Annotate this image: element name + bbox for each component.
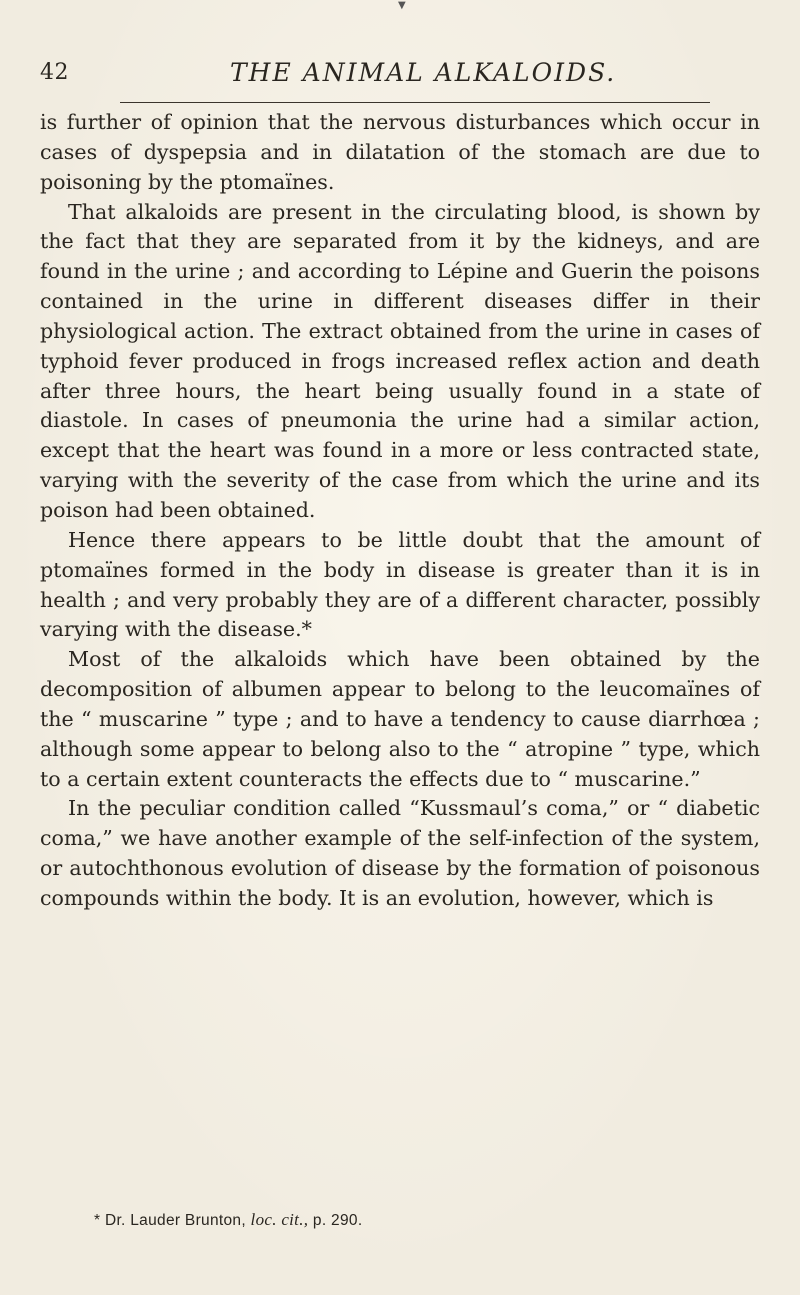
- footnote-text-before: Dr. Lauder Brunton,: [104, 1212, 246, 1229]
- page-marker: ▼: [398, 0, 406, 11]
- footnote-text-italic: loc. cit.,: [250, 1210, 309, 1229]
- running-head: [40, 60, 740, 96]
- body-text: [40, 108, 760, 914]
- footnote-mark: *: [94, 1212, 101, 1229]
- paragraph-5: In the peculiar condition called “Kussmaul’s coma,” or “ diabetic coma,” we have another example of the self-infection of the system, or autochthonous evolution of disease by the formation of poisonous compounds within the body. It is an evolution, however, which is: [40, 796, 760, 910]
- paragraph-1: is further of opinion that the nervous disturbances which occur in cases of dyspepsia and in dilatation of the stomach are due to poisoning by the ptomaïnes.: [40, 110, 760, 194]
- page-number: 42: [40, 60, 69, 85]
- footnote: [94, 1210, 774, 1230]
- header-rule: [120, 102, 710, 103]
- paragraph-4: Most of the alkaloids which have been obtained by the decomposition of albumen appear to belong to the leucomaïnes of the “ muscarine ” type ; and to have a tendency to cause diarrhœa ; although some appear to belong also to the “ atropine ” type, which to a certain extent counteracts the effects due to “ muscarine.”: [40, 647, 760, 791]
- paragraph-2: That alkaloids are present in the circulating blood, is shown by the fact that they are separated from it by the kidneys, and are found in the urine ; and according to Lépine and Guerin the poisons contained in the urine in different diseases differ in their physiological action. The extract obtained from the urine in cases of typhoid fever produced in frogs increased reflex action and death after three hours, the heart being usually found in a state of diastole. In cases of pneumonia the urine had a similar action, except that the heart was found in a more or less contracted state, varying with the severity of the case from which the urine and its poison had been obtained.: [40, 199, 760, 522]
- page-heading: THE ANIMAL ALKALOIDS.: [230, 58, 617, 87]
- paragraph-3: Hence there appears to be little doubt that the amount of ptomaïnes formed in the body in disease is greater than it is in health ; and very probably they are of a different character, possibly varying with the disease.*: [40, 527, 760, 642]
- footnote-text-after: p. 290.: [312, 1212, 363, 1229]
